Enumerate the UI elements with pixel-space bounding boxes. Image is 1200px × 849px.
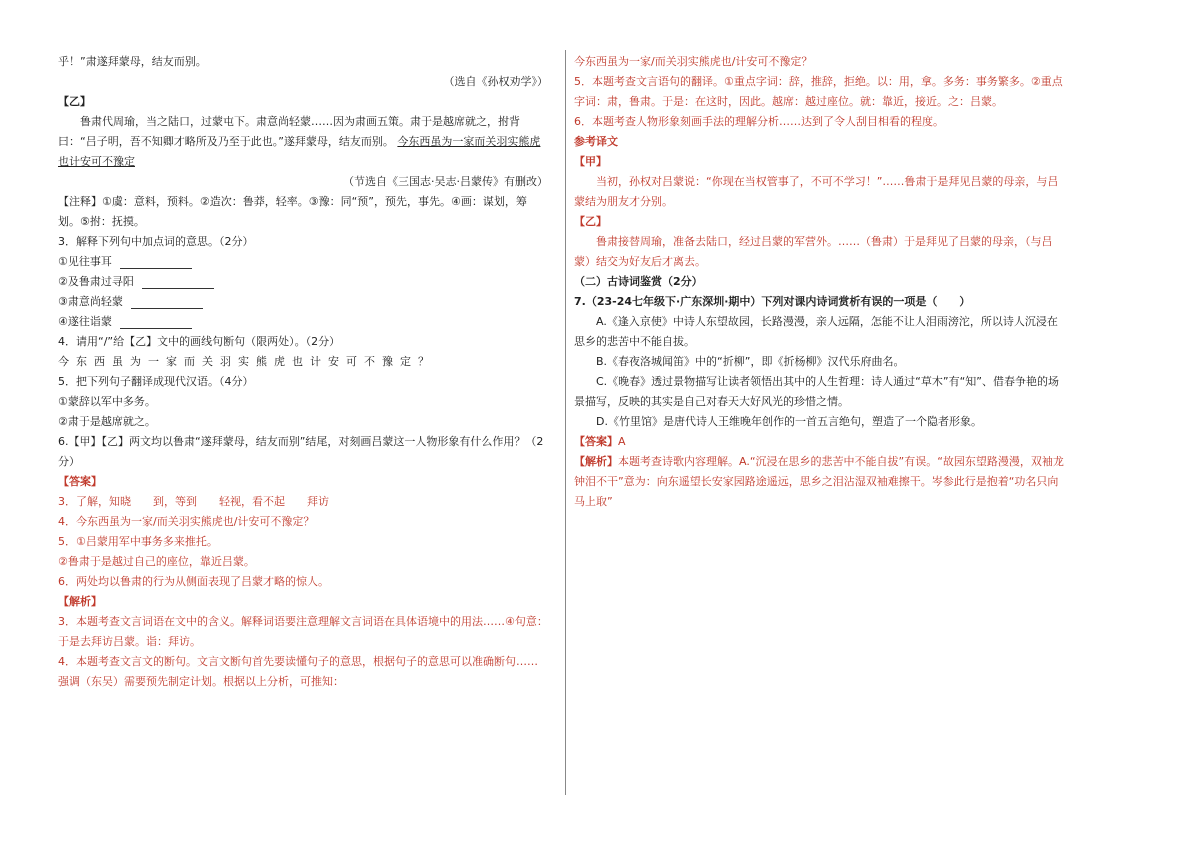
underlined-sentence: 今东西虽为一家而关羽实熊虎也计安可不豫定 xyxy=(58,135,541,168)
analysis-line: 5．本题考查文言语句的翻译。①重点字词：辞，推辞，拒绝。以：用，拿。多务：事务繁多。②重点字词：肃，鲁肃。于是：在这时，因此。越席：越过座位。就：靠近，接近。之：吕蒙。 xyxy=(574,75,1063,108)
question: 4．请用“/”给【乙】文中的画线句断句（限两处）。（2分） xyxy=(58,335,341,348)
answer-line: 【答案】A xyxy=(574,435,626,448)
question-item: ①见往事耳 xyxy=(58,252,548,272)
option: B.《春夜洛城闻笛》中的“折柳”，即《折杨柳》汉代乐府曲名。 xyxy=(596,355,905,368)
question-item: ②及鲁肃过寻阳 xyxy=(58,272,548,292)
question-item: ①蒙辞以军中多务。 xyxy=(58,395,156,408)
question: 5．把下列句子翻译成现代汉语。（4分） xyxy=(58,375,254,388)
analysis-line: 4．本题考查文言文的断句。文言文断句首先要读懂句子的意思，根据句子的意思可以准确断句……强调（东吴）需要预先制定计划。根据以上分析，可推知： xyxy=(58,655,538,688)
analysis-tag: 【解析】 xyxy=(58,595,102,608)
section-tag: 【甲】 xyxy=(574,155,607,168)
question-sentence: 今东西虽为一家而关羽实熊虎也计安可不豫定？ xyxy=(58,355,436,368)
answer-line: 6．两处均以鲁肃的行为从侧面表现了吕蒙才略的惊人。 xyxy=(58,575,329,588)
analysis-line: 【解析】本题考查诗歌内容理解。A.“沉浸在思乡的悲苦中不能自拔”有误。“故园东望路漫漫，双袖龙钟泪不干”意为：向东遥望长安家园路途遥远，思乡之泪沾湿双袖难擦干。岑参此行是抱着“功名只向马上取” xyxy=(574,455,1064,508)
answer-line: 5．①吕蒙用军中事务多来推托。 xyxy=(58,535,218,548)
left-column xyxy=(58,52,548,692)
answer-line: ②鲁肃于是越过自己的座位，靠近吕蒙。 xyxy=(58,555,255,568)
answer-blank[interactable] xyxy=(142,276,214,289)
analysis-line: 3．本题考查文言词语在文中的含义。解释词语要注意理解文言词语在具体语境中的用法……④句意：于是去拜访吕蒙。诣：拜访。 xyxy=(58,615,548,648)
section-tag: 【乙】 xyxy=(574,215,607,228)
question: 6.【甲】【乙】两文均以鲁肃“遂拜蒙母，结友而别”结尾，对刻画吕蒙这一人物形象有什么作用？（2分） xyxy=(58,435,544,468)
analysis-line: 6．本题考查人物形象刻画手法的理解分析……达到了令人刮目相看的程度。 xyxy=(574,115,944,128)
answer-tag: 【答案】 xyxy=(58,475,102,488)
question-item: ④遂往诣蒙 xyxy=(58,312,548,332)
text-line: 乎！”肃遂拜蒙母，结友而别。 xyxy=(58,55,207,68)
answer-line: 3．了解，知晓 到，等到 轻视，看不起 拜访 xyxy=(58,495,329,508)
source-note: （选自《孙权劝学》） xyxy=(443,75,548,88)
question-item: ②肃于是越席就之。 xyxy=(58,415,156,428)
option: A.《逢入京使》中诗人东望故园，长路漫漫，亲人远隔，怎能不让人泪雨滂沱，所以诗人沉浸在思乡的悲苦中不能自拔。 xyxy=(574,315,1058,348)
column-divider xyxy=(565,50,566,795)
right-column xyxy=(574,52,1064,512)
answer-blank[interactable] xyxy=(120,316,192,329)
option: C.《晚春》透过景物描写让读者领悟出其中的人生哲理：诗人通过“草木”有“知”、借春争艳的场景描写，反映的其实是自己对春天大好风光的珍惜之情。 xyxy=(574,375,1059,408)
reference-tag: 参考译文 xyxy=(574,135,618,148)
analysis-line: 今东西虽为一家/而关羽实熊虎也/计安可不豫定？ xyxy=(574,55,813,68)
answer-blank[interactable] xyxy=(120,256,192,269)
question: 7.（23-24七年级下·广东深圳·期中）下列对课内诗词赏析有误的一项是（ ） xyxy=(574,295,971,308)
source-note: （节选自《三国志·吴志·吕蒙传》有删改） xyxy=(343,175,548,188)
answer-line: 4．今东西虽为一家/而关羽实熊虎也/计安可不豫定？ xyxy=(58,515,315,528)
annotation: 【注释】①虞：意料，预料。②造次：鲁莽，轻率。③豫：同“预”，预先，事先。④画：谋划，筹划。⑤拊：抚摸。 xyxy=(58,195,527,228)
question-item: ③肃意尚轻蒙 xyxy=(58,292,548,312)
question: 3．解释下列句中加点词的意思。（2分） xyxy=(58,235,254,248)
section-heading: （二）古诗词鉴赏（2分） xyxy=(574,275,703,288)
answer-blank[interactable] xyxy=(131,296,203,309)
passage-yi: 鲁肃代周瑜，当之陆口，过蒙屯下。肃意尚轻蒙……因为肃画五策。肃于是越席就之，拊背曰：“吕子明，吾不知卿才略所及乃至于此也。”遂拜蒙母，结友而别。 今东西虽为一家而关羽实熊虎也计安可不豫定 xyxy=(58,115,541,168)
translation-jia: 当初，孙权对吕蒙说：“你现在当权管事了，不可不学习！”……鲁肃于是拜见吕蒙的母亲，与吕蒙结为朋友才分别。 xyxy=(574,175,1059,208)
translation-yi: 鲁肃接替周瑜，准备去陆口，经过吕蒙的军营外。……（鲁肃）于是拜见了吕蒙的母亲，（与吕蒙）结交为好友后才离去。 xyxy=(574,235,1053,268)
section-tag: 【乙】 xyxy=(58,95,91,108)
option: D.《竹里馆》是唐代诗人王维晚年创作的一首五言绝句，塑造了一个隐者形象。 xyxy=(596,415,982,428)
